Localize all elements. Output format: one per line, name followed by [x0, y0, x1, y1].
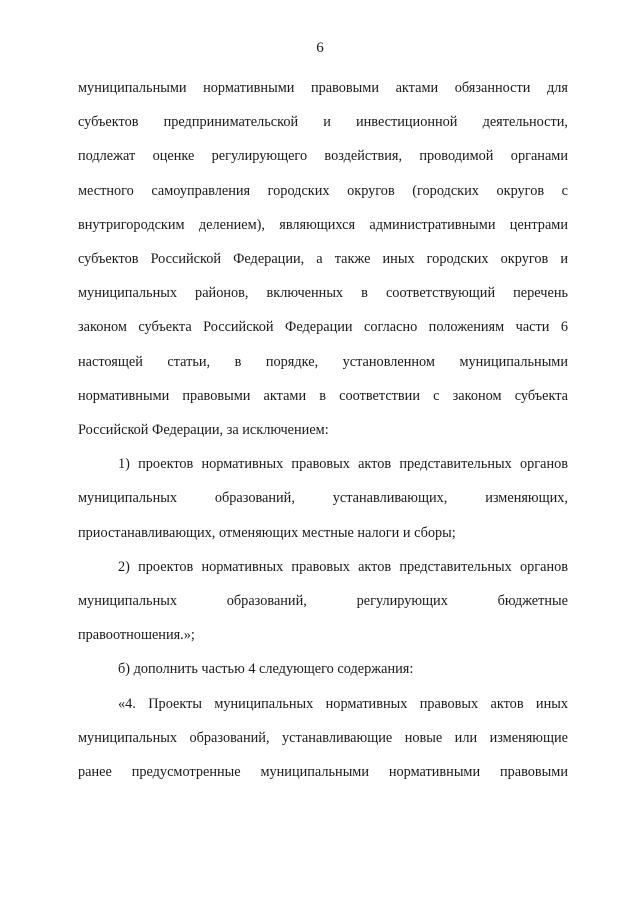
text-line: внутригородским делением), являющихся административными центрами: [78, 216, 568, 233]
text-line: Российской Федерации, за исключением:: [78, 422, 329, 438]
text-line: муниципальных образований, устанавливающих, изменяющих,: [78, 490, 568, 507]
text-line: муниципальных районов, включенных в соответствующий перечень: [78, 285, 568, 302]
text-line: ранее предусмотренные муниципальными нормативными правовыми: [78, 764, 568, 780]
text-line: правоотношения.»;: [78, 627, 195, 644]
text-line: субъектов предпринимательской и инвестиционной деятельности,: [78, 114, 568, 131]
text-line: нормативными правовыми актами в соответствии с законом субъекта: [78, 387, 568, 404]
text-line: 1) проектов нормативных правовых актов представительных органов: [118, 456, 568, 473]
page-number: 6: [316, 40, 324, 56]
text-line: муниципальных образований, регулирующих бюджетные: [78, 593, 568, 609]
text-line: муниципальных образований, устанавливающие новые или изменяющие: [78, 729, 568, 746]
text-line: подлежат оценке регулирующего воздействия, проводимой органами: [78, 148, 568, 165]
text-line: б) дополнить частью 4 следующего содержания:: [118, 661, 414, 678]
text-line: приостанавливающих, отменяющих местные налоги и сборы;: [78, 524, 456, 541]
text-line: «4. Проекты муниципальных нормативных правовых актов иных: [118, 695, 568, 712]
text-line: настоящей статьи, в порядке, установленном муниципальными: [78, 353, 568, 370]
text-line: субъектов Российской Федерации, а также иных городских округов и: [78, 251, 568, 267]
text-line: муниципальными нормативными правовыми актами обязанности для: [78, 80, 568, 96]
text-line: законом субъекта Российской Федерации согласно положениям части 6: [78, 319, 568, 336]
text-line: 2) проектов нормативных правовых актов представительных органов: [118, 558, 568, 575]
text-line: местного самоуправления городских округов (городских округов с: [78, 182, 568, 199]
